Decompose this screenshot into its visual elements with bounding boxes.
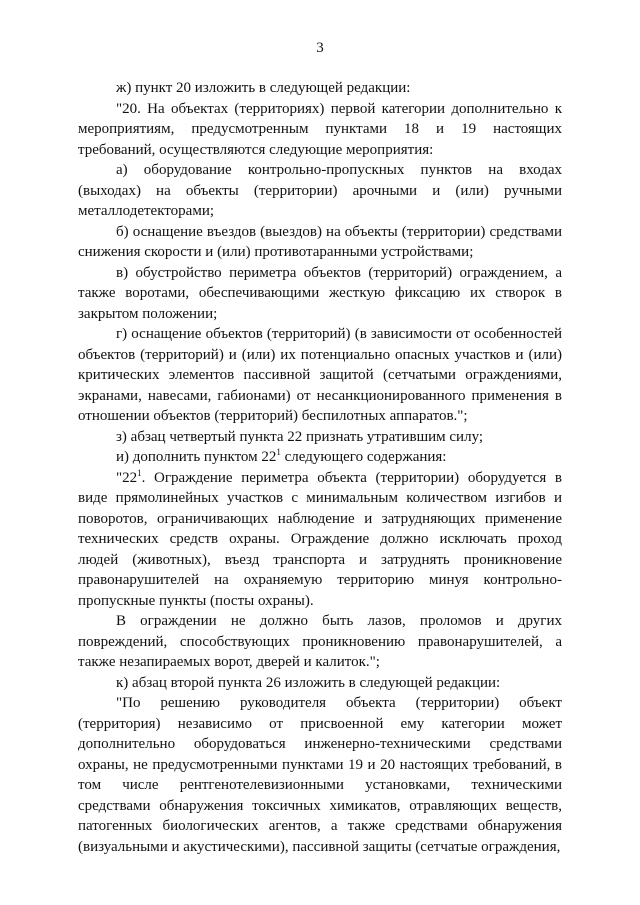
paragraph-subitem-v: в) обустройство периметра объектов (территорий) ограждением, а также воротами, обеспечивающими жесткую фиксацию их створок в закрытом положении; [78, 264, 562, 322]
paragraph-item-k: к) абзац второй пункта 26 изложить в следующей редакции: [116, 674, 501, 691]
text-run: следующего содержания: [280, 449, 447, 465]
paragraph-fence-damage: В ограждении не должно быть лазов, проломов и других повреждений, способствующих проникновению правонарушителей, а также незапираемых ворот, дверей и калиток."; [78, 613, 562, 670]
text-run: . Ограждение периметра объекта (территории) оборудуется в виде прямолинейных участков с минимальным количеством изгибов и поворотов, ограничивающих наблюдение и затрудняющих применение технических средств охраны. Ограждение должно исключать проход людей (животных), въезд транспорта и затруднять проникновение правонарушителей на охраняемую территорию минуя контрольно-пропускные пункты (посты охраны). [78, 469, 562, 609]
paragraph-subitem-g: г) оснащение объектов (территорий) (в зависимости от особенностей объектов (территорий) и (или) их потенциально опасных участков и (или) критических элементов пассивной защитой (сетчатыми ограждениями, экранами, навесами, габионами) от несанкционированного применения в отношении объектов (территорий) беспилотных аппаратов."; [78, 326, 562, 424]
paragraph-point-22-1 [78, 468, 562, 612]
paragraph-item-z: з) абзац четвертый пункта 22 признать утратившим силу; [116, 428, 484, 445]
paragraph-item-zh: ж) пункт 20 изложить в следующей редакции: [116, 80, 411, 96]
superscript: 1 [276, 447, 281, 457]
paragraph-subitem-b: б) оснащение въездов (выездов) на объекты (территории) средствами снижения скорости и (или) противотаранными устройствами; [78, 223, 562, 260]
superscript: 1 [137, 467, 142, 478]
paragraph-point-26: "По решению руководителя объекта (территории) объект (территория) независимо от присвоенной ему категории может дополнительно оборудоваться инженерно-техническими средствами охраны, не предусмотренными пунктами 19 и 20 настоящих требований, в том числе рентгенотелевизионными установками, техническими средствами обнаружения токсичных химикатов, отравляющих веществ, патогенных биологических агентов, а также средствами обнаружения (визуальными и акустическими), пассивной защиты (сетчатые ограждения, [78, 695, 562, 855]
text-run: и) дополнить пунктом 22 [116, 449, 277, 465]
text-run: "22 [116, 469, 138, 486]
paragraph-item-i [78, 447, 562, 468]
page-number: 3 [316, 40, 324, 56]
document-body [78, 78, 562, 857]
paragraph-subitem-a: а) оборудование контрольно-пропускных пунктов на входах (выходах) на объекты (территории) арочными и (или) ручными металлодетекторами; [78, 162, 562, 219]
paragraph-point-20: "20. На объектах (территориях) первой категории дополнительно к мероприятиям, предусмотренным пунктами 18 и 19 настоящих требований, осуществляются следующие мероприятия: [78, 100, 562, 158]
